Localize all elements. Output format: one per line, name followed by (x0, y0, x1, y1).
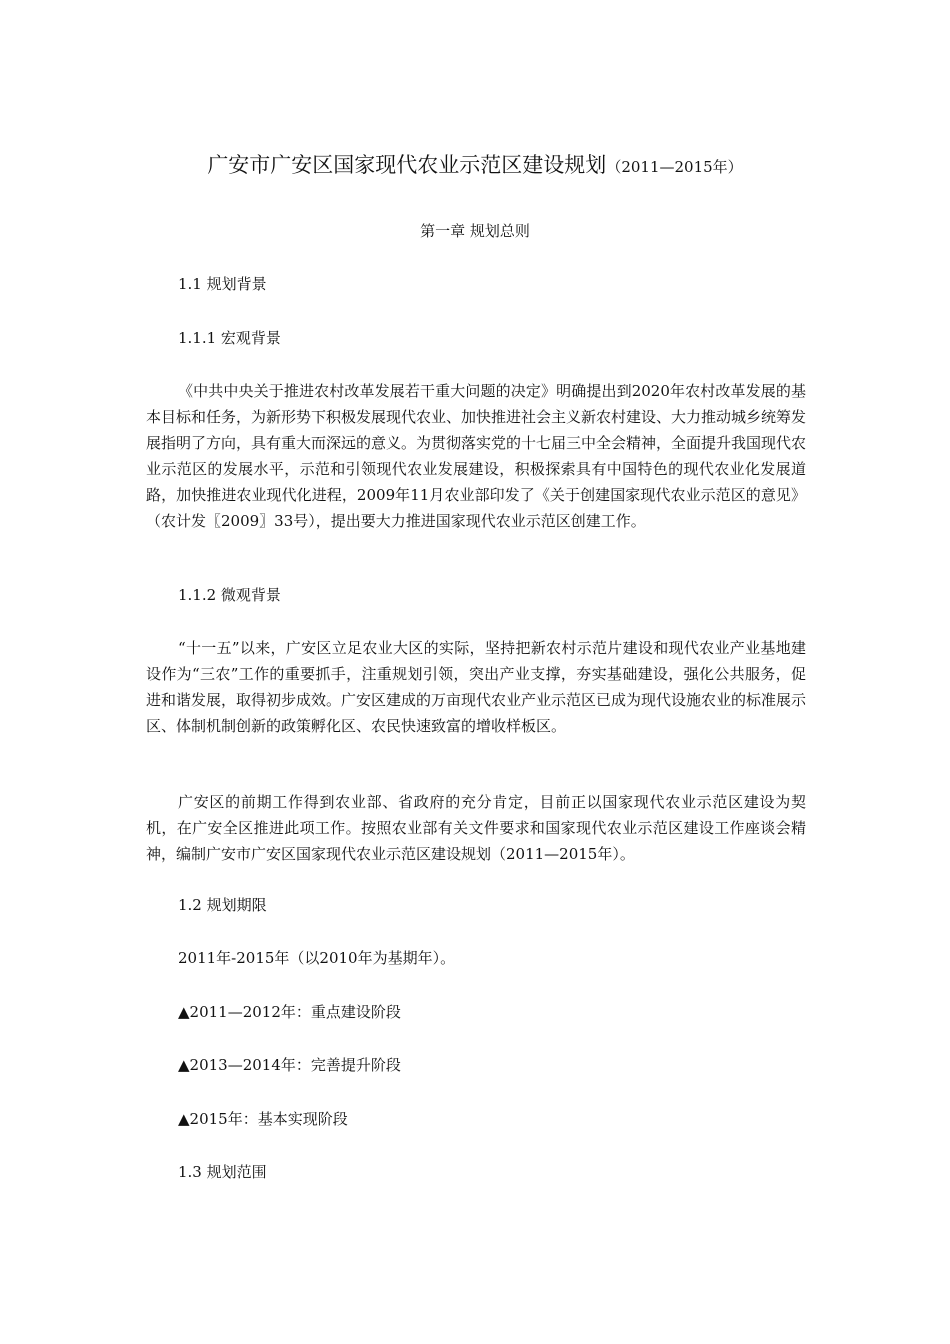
planning-period-line: 2011年-2015年（以2010年为基期年）。 (178, 949, 456, 967)
document-title (0, 150, 950, 182)
paragraph-micro-background-1: “十一五”以来，广安区立足农业大区的实际，坚持把新农村示范片建设和现代农业产业基地建设作为“三农”工作的重要抓手，注重规划引领，突出产业支撑，夯实基础建设，强化公共服务，促进和谐发展，取得初步成效。广安区建成的万亩现代农业产业示范区已成为现代设施农业的标准展示区、体制机制创新的政策孵化区、农民快速致富的增收样板区。 (146, 639, 807, 735)
document-title-years: （2011—2015年） (606, 158, 743, 176)
section-heading-1-1-2: 1.1.2 微观背景 (178, 586, 281, 604)
section-heading-1-1: 1.1 规划背景 (178, 275, 267, 293)
stage-item-1: ▲2011—2012年：重点建设阶段 (178, 1003, 401, 1021)
document-title-main: 广安市广安区国家现代农业示范区建设规划 (207, 153, 607, 177)
section-heading-1-3: 1.3 规划范围 (178, 1163, 267, 1181)
paragraph-macro-background: 《中共中央关于推进农村改革发展若干重大问题的决定》明确提出到2020年农村改革发展的基本目标和任务，为新形势下积极发展现代农业、加快推进社会主义新农村建设、大力推动城乡统筹发展指明了方向，具有重大而深远的意义。为贯彻落实党的十七届三中全会精神，全面提升我国现代农业示范区的发展水平，示范和引领现代农业发展建设，积极探索具有中国特色的现代农业化发展道路，加快推进农业现代化进程，2009年11月农业部印发了《关于创建国家现代农业示范区的意见》（农计发〖2009〗33号），提出要大力推进国家现代农业示范区创建工作。 (146, 382, 807, 530)
stage-item-3: ▲2015年：基本实现阶段 (178, 1110, 348, 1128)
chapter-heading: 第一章 规划总则 (420, 222, 530, 240)
stage-item-2: ▲2013—2014年：完善提升阶段 (178, 1056, 401, 1074)
section-heading-1-2: 1.2 规划期限 (178, 896, 267, 914)
paragraph-micro-background-2: 广安区的前期工作得到农业部、省政府的充分肯定，目前正以国家现代农业示范区建设为契机，在广安全区推进此项工作。按照农业部有关文件要求和国家现代农业示范区建设工作座谈会精神，编制广安市广安区国家现代农业示范区建设规划（2011—2015年）。 (146, 793, 806, 863)
section-heading-1-1-1: 1.1.1 宏观背景 (178, 329, 281, 347)
